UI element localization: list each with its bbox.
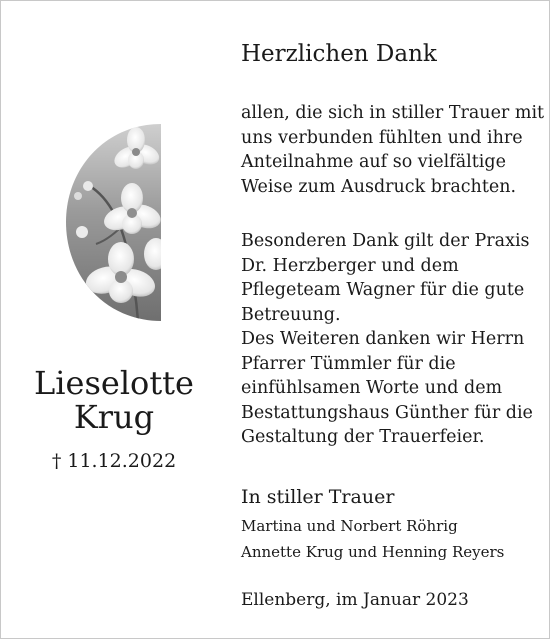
heading: Herzlichen Dank: [241, 41, 437, 67]
paragraph-line: Weise zum Ausdruck brachten.: [241, 176, 517, 197]
paragraph-line: uns verbunden fühlten und ihre: [241, 127, 523, 148]
paragraph-line: Dr. Herzberger und dem: [241, 255, 459, 276]
paragraph-line: Betreuung.: [241, 304, 341, 325]
paragraph-line: einfühlsamen Worte und dem: [241, 378, 503, 398]
paragraph-thanks: [241, 101, 544, 199]
signoff-title: In stiller Trauer: [241, 486, 395, 508]
paragraph-special-thanks: [241, 229, 533, 450]
paragraph-line: allen, die sich in stiller Trauer mit: [241, 103, 545, 123]
deceased-last-name: Krug: [73, 398, 155, 436]
paragraph-line: Bestattungshaus Günther für die: [241, 402, 533, 423]
paragraph-line: Besonderen Dank gilt der Praxis: [241, 231, 530, 251]
signer-line: Martina und Norbert Röhrig: [241, 517, 458, 535]
death-date: † 11.12.2022: [51, 450, 177, 472]
paragraph-line: Pflegeteam Wagner für die gute: [241, 280, 525, 300]
place-date: Ellenberg, im Januar 2023: [241, 590, 469, 610]
deceased-name: [14, 366, 214, 434]
paragraph-line: Gestaltung der Trauerfeier.: [241, 427, 485, 447]
orchid-photo: [66, 124, 161, 321]
paragraph-line: Pfarrer Tümmler für die: [241, 353, 456, 374]
deceased-first-name: Lieselotte: [34, 364, 194, 402]
paragraph-line: Des Weiteren danken wir Herrn: [241, 329, 525, 349]
signer-line: Annette Krug und Henning Reyers: [241, 543, 505, 561]
paragraph-line: Anteilnahme auf so vielfältige: [241, 152, 506, 172]
